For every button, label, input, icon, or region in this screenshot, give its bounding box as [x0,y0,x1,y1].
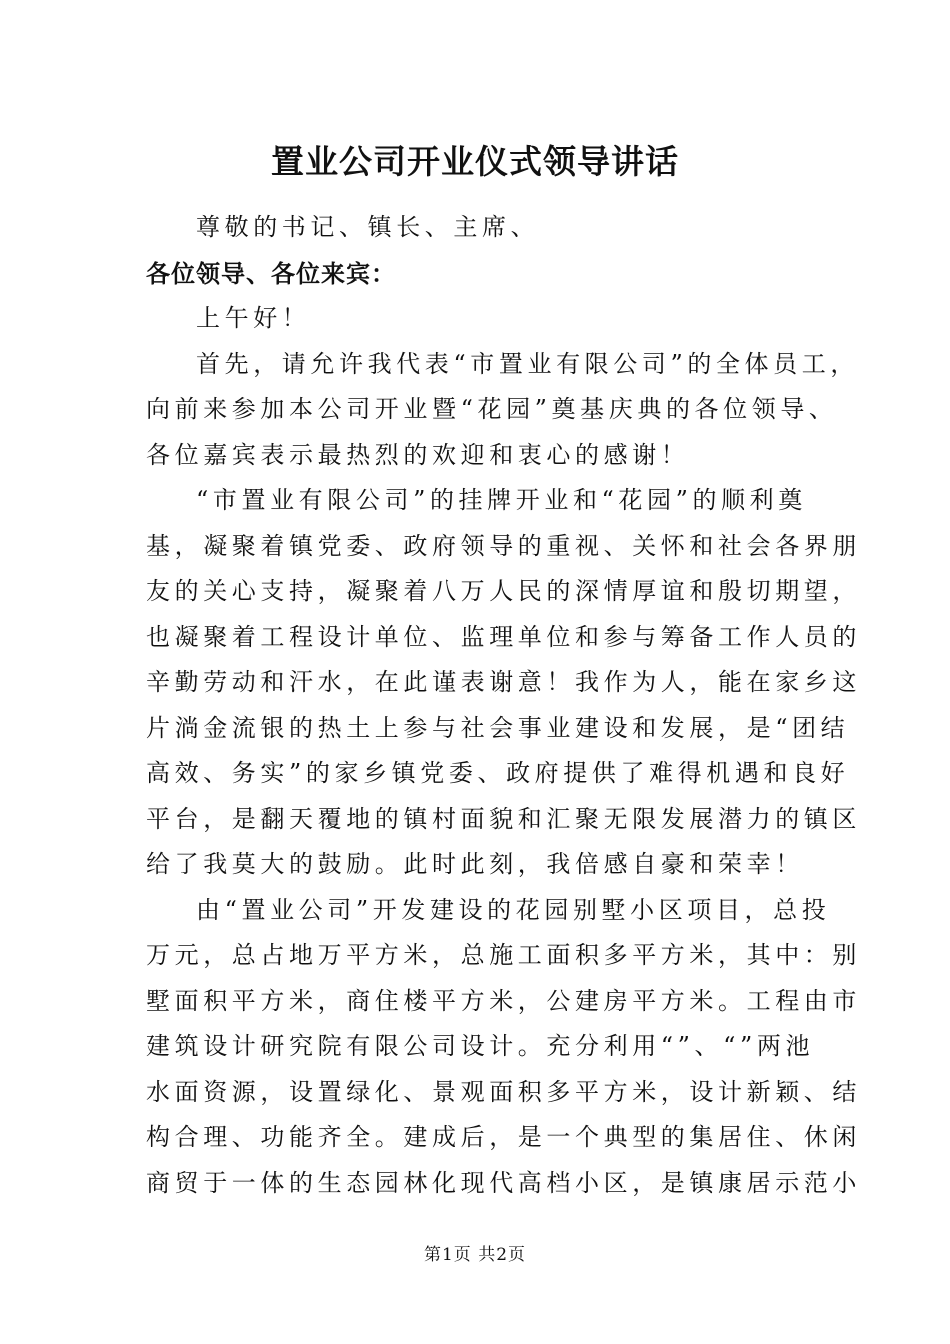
text-line: 构合理、功能齐全。建成后，是一个典型的集居住、休闲 [146,1123,861,1151]
text-line: 友的关心支持，凝聚着八万人民的深情厚谊和殷切期望， [146,577,861,605]
text-line: 商贸于一体的生态园林化现代高档小区，是镇康居示范小 [146,1168,861,1197]
text-line: 水面资源，设置绿化、景观面积多平方米，设计新颖、结 [146,1077,861,1106]
text-line: 由“置业公司”开发建设的花园别墅小区项目，总投 [196,895,831,924]
text-line: 墅面积平方米，商住楼平方米，公建房平方米。工程由市 [146,986,861,1015]
page-footer: 第1页 共2页 [423,1245,527,1265]
text-line: 尊敬的书记、镇长、主席、 [196,213,540,241]
text-line: 高效、务实”的家乡镇党委、政府提供了难得机遇和良好 [146,759,850,787]
text-line: 建筑设计研究院有限公司设计。充分利用“”、“”两池 [146,1032,815,1060]
text-line: 辛勤劳动和汗水，在此谨表谢意！我作为人，能在家乡这 [146,668,861,696]
text-line: 万元，总占地万平方米，总施工面积多平方米，其中：别 [146,941,861,969]
text-line: 向前来参加本公司开业暨“花园”奠基庆典的各位领导、 [146,395,838,423]
document-title: 置业公司开业仪式领导讲话 [271,142,679,181]
document-body [146,205,861,1206]
text-line: 基，凝聚着镇党委、政府领导的重视、关怀和社会各界朋 [146,531,861,560]
text-line: 也凝聚着工程设计单位、监理单位和参与筹备工作人员的 [146,622,861,651]
text-line: “市置业有限公司”的挂牌开业和“花园”的顺利奠 [196,486,807,514]
text-line: 给了我莫大的鼓励。此时此刻，我倍感自豪和荣幸！ [146,850,804,878]
text-line: 片淌金流银的热土上参与社会事业建设和发展，是“团结 [146,713,850,742]
text-line: 首先，请允许我代表“市置业有限公司”的全体员工， [196,349,859,378]
text-line: 上午好！ [196,304,311,332]
text-line: 各位嘉宾表示最热烈的欢迎和衷心的感谢！ [146,440,690,469]
text-line: 各位领导、各位来宾： [146,258,396,288]
text-line: 平台，是翻天覆地的镇村面貌和汇聚无限发展潜力的镇区 [146,804,861,833]
